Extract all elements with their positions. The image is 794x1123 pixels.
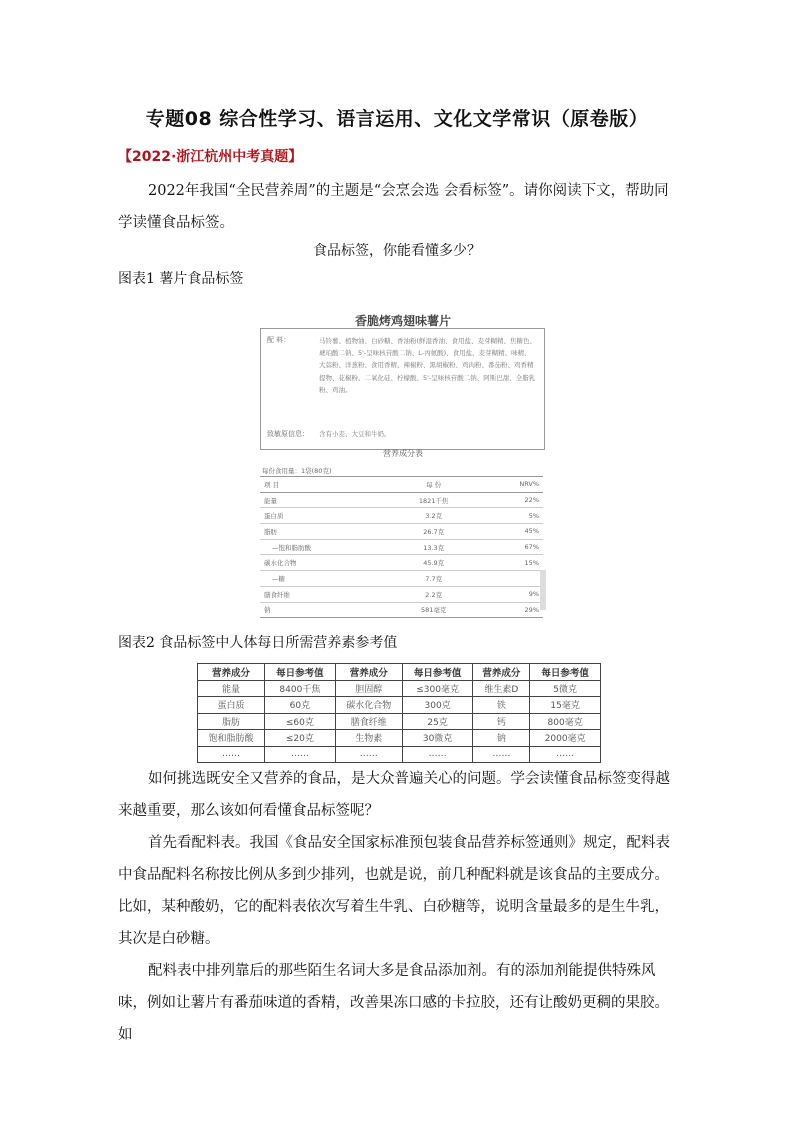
nutrition-cell-item: —饱和脂肪酸 [260, 539, 389, 555]
nutrition-cell-nrv [478, 571, 543, 587]
ingredients-box [260, 328, 545, 450]
nutrition-cell-nrv: 22% [478, 492, 543, 508]
nutrition-header-amount: 每 份 [389, 477, 477, 493]
nutrition-cell-nrv: 5% [478, 508, 543, 524]
allergen-text: 含有小麦、大豆和牛奶。 [319, 430, 391, 438]
nutrition-cell-nrv: 29% [478, 602, 543, 618]
body-paragraph-2: 首先看配料表。我国《食品安全国家标准预包装食品营养标签通则》规定，配料表中食品配料名称按比例从多到少排列，也就是说，前几种配料就是该食品的主要成分。比如，某种酸奶，它的配料表依次写着生牛乳、白砂糖等，说明含量最多的是生牛乳，其次是白砂糖。 [118, 835, 670, 947]
reference-cell: ≤60克 [265, 713, 336, 730]
reference-header-cell: 营养成分 [198, 664, 265, 681]
reference-row [198, 713, 601, 730]
serving-size: 每份食用量：1袋(80克) [262, 467, 332, 475]
article-title: 食品标签，你能看懂多少？ [313, 243, 481, 259]
nutrition-cell-nrv: 45% [478, 524, 543, 540]
nutrition-cell-item: 能量 [260, 492, 389, 508]
product-name: 香脆烤鸡翅味薯片 [354, 314, 451, 328]
reference-row [198, 697, 601, 714]
nutrition-cell-nrv: 15% [478, 555, 543, 571]
chip-label-figure [258, 300, 548, 615]
ingredients-label: 配 料： [267, 336, 291, 344]
nutrition-row [260, 602, 543, 618]
reference-header-cell: 营养成分 [473, 664, 530, 681]
reference-row [198, 680, 601, 697]
figure2-caption: 图表2 食品标签中人体每日所需营养素参考值 [118, 635, 398, 651]
nutrition-cell-item: 钠 [260, 602, 389, 618]
page-title: 专题08 综合性学习、语言运用、文化文学常识（原卷版） [145, 108, 649, 130]
reference-cell: 25克 [402, 713, 473, 730]
nutrition-header-nrv: NRV% [478, 477, 543, 493]
nutrition-row [260, 539, 543, 555]
reference-cell: …… [530, 746, 601, 763]
allergen-label: 致敏原信息： [267, 430, 309, 438]
reference-cell: 膳食纤维 [335, 713, 402, 730]
reference-cell: 钠 [473, 730, 530, 747]
nutrition-row [260, 586, 543, 602]
body-paragraph-3: 配料表中排列靠后的那些陌生名词大多是食品添加剂。有的添加剂能提供特殊风味，例如让薯片有番茄味道的香精，改善果冻口感的卡拉胶，还有让酸奶更稠的果胶。如 [118, 963, 669, 1043]
reference-cell: ≤20克 [265, 730, 336, 747]
reference-cell: 饱和脂肪酸 [198, 730, 265, 747]
reference-cell: …… [473, 746, 530, 763]
reference-cell: 生物素 [335, 730, 402, 747]
reference-header-cell: 每日参考值 [530, 664, 601, 681]
nutrition-cell-item: —糖 [260, 571, 389, 587]
nutrition-row [260, 492, 543, 508]
nutrition-cell-amount: 1821千焦 [389, 492, 477, 508]
scan-artifact [540, 570, 546, 610]
nutrition-cell-item: 蛋白质 [260, 508, 389, 524]
reference-table [197, 663, 601, 763]
reference-cell: …… [402, 746, 473, 763]
reference-cell: 300克 [402, 697, 473, 714]
nutrition-cell-amount: 3.2克 [389, 508, 477, 524]
reference-cell: 钙 [473, 713, 530, 730]
nutrition-cell-item: 碳水化合物 [260, 555, 389, 571]
nutrition-cell-item: 膳食纤维 [260, 586, 389, 602]
reference-cell: 15毫克 [530, 697, 601, 714]
nutrition-cell-nrv: 67% [478, 539, 543, 555]
reference-cell: 60克 [265, 697, 336, 714]
reference-cell: 2000毫克 [530, 730, 601, 747]
reference-cell: 蛋白质 [198, 697, 265, 714]
intro-paragraph: 2022年我国“全民营养周”的主题是“会烹会选 会看标签”。请你阅读下文，帮助同学读懂食品标签。 [118, 183, 669, 231]
nutrition-header-item: 项 目 [260, 477, 389, 493]
nutrition-cell-nrv: 9% [478, 586, 543, 602]
reference-header-cell: 营养成分 [335, 664, 402, 681]
nutrition-table [260, 476, 543, 618]
reference-header-row [198, 664, 601, 681]
nutrition-cell-amount: 2.2克 [389, 586, 477, 602]
nutrition-cell-item: 脂肪 [260, 524, 389, 540]
reference-cell: 碳水化合物 [335, 697, 402, 714]
figure1-caption: 图表1 薯片食品标签 [118, 271, 244, 287]
nutrition-cell-amount: 45.9克 [389, 555, 477, 571]
nutrition-header-row [260, 477, 543, 493]
ingredients-text: 马铃薯、植物油、白砂糖、香油粉(鲜湿香油、食用盐、麦芽糊精、焦糖色、琥珀酸二钠、5'-呈味核苷酸二钠、L-丙氨酸)、食用盐、麦芽糊精、味精、大蒜粉、洋葱粉、食用香精、辣椒粉、黑胡椒粉、鸡肉粉、番茄粉、鸡香精提物、花椒粉、二氧化硅、柠檬酸、5'-呈味核苷酸二钠、阿斯巴甜、全脂乳粉、鸡油。 [319, 337, 537, 394]
reference-header-cell: 每日参考值 [265, 664, 336, 681]
reference-header-cell: 每日参考值 [402, 664, 473, 681]
reference-cell: ≤300毫克 [402, 680, 473, 697]
reference-cell: 脂肪 [198, 713, 265, 730]
reference-cell: …… [335, 746, 402, 763]
reference-cell: 维生素D [473, 680, 530, 697]
reference-values-figure [197, 663, 601, 760]
nutrition-cell-amount: 7.7克 [389, 571, 477, 587]
reference-cell: 8400千焦 [265, 680, 336, 697]
reference-cell: 5微克 [530, 680, 601, 697]
reference-cell: 能量 [198, 680, 265, 697]
nutrition-row [260, 524, 543, 540]
nutrition-row [260, 555, 543, 571]
reference-cell: …… [198, 746, 265, 763]
reference-cell: 30微克 [402, 730, 473, 747]
nutrition-row [260, 571, 543, 587]
reference-row [198, 730, 601, 747]
nutrition-row [260, 508, 543, 524]
reference-cell: …… [265, 746, 336, 763]
nutrition-title: 营养成分表 [383, 449, 423, 458]
nutrition-cell-amount: 26.7克 [389, 524, 477, 540]
reference-cell: 铁 [473, 697, 530, 714]
reference-cell: 800毫克 [530, 713, 601, 730]
source-tag: 【2022·浙江杭州中考真题】 [118, 149, 303, 165]
body-paragraph-1: 如何挑选既安全又营养的食品，是大众普遍关心的问题。学会读懂食品标签变得越来越重要，那么该如何看懂食品标签呢？ [118, 771, 670, 819]
nutrition-cell-amount: 13.3克 [389, 539, 477, 555]
nutrition-cell-amount: 581毫克 [389, 602, 477, 618]
reference-cell: 胆固醇 [335, 680, 402, 697]
reference-row [198, 746, 601, 763]
